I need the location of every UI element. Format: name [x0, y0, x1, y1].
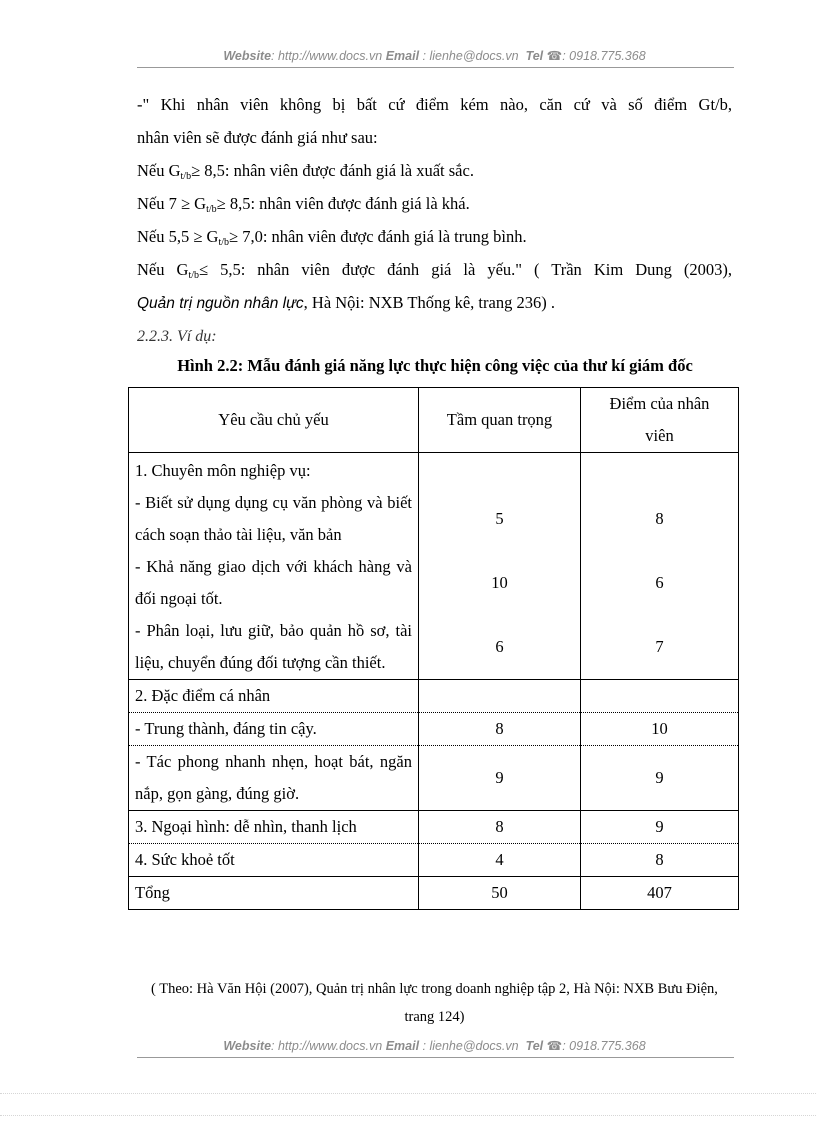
requirement-cell: - Tác phong nhanh nhẹn, hoạt bát, ngăn nắp, gọn gàng, đúng giờ.	[129, 746, 419, 811]
page-edge-divider	[0, 1115, 816, 1116]
col-header-importance: Tầm quan trọng	[419, 388, 581, 453]
page-edge-divider	[0, 1093, 816, 1094]
col-header-requirement: Yêu cầu chủ yếu	[129, 388, 419, 453]
footer-divider	[137, 1057, 734, 1058]
table-row	[129, 487, 739, 551]
total-score: 407	[581, 877, 739, 910]
requirement-cell: - Trung thành, đáng tin cậy.	[129, 713, 419, 746]
table-row	[129, 453, 739, 488]
condition-average: Nếu $5,5 \ge G_{t/b}\ge 7,0$: nhân viên được đánh giá là trung bình.	[137, 227, 527, 248]
score-cell: 8	[581, 844, 739, 877]
condition-good: Nếu $7 \ge G_{t/b}\ge 8,5$: nhân viên được đánh giá là khá.	[137, 194, 470, 215]
importance-cell: 6	[419, 615, 581, 680]
requirement-cell: - Khả năng giao dịch với khách hàng và đối ngoại tốt.	[129, 551, 419, 615]
score-cell: 9	[581, 811, 739, 844]
group-title: 2. Đặc điểm cá nhân	[129, 680, 419, 713]
source-note: ( Theo: Hà Văn Hội (2007), Quản trị nhân lực trong doanh nghiệp tập 2, Hà Nội: NXB Bưu Điện, trang 124)	[151, 981, 718, 1025]
condition-excellent: Nếu $G_{t/b}\ge 8,5$: nhân viên được đánh giá là xuất sắc.	[137, 161, 474, 182]
score-cell: 9	[581, 746, 739, 811]
website-value[interactable]: : http://www.docs.vn	[271, 1039, 383, 1053]
score-cell: 8	[581, 487, 739, 551]
importance-cell: 8	[419, 811, 581, 844]
phone-icon: ☎	[546, 1039, 563, 1053]
total-importance: 50	[419, 877, 581, 910]
page-header	[137, 48, 732, 63]
importance-cell: 8	[419, 713, 581, 746]
importance-cell: 4	[419, 844, 581, 877]
table-row	[129, 551, 739, 615]
tel-value: : 0918.775.368	[562, 49, 646, 63]
citation-book-title: Quản trị nguồn nhân lực	[137, 295, 304, 312]
table-row	[129, 811, 739, 844]
table-row	[129, 713, 739, 746]
body-line-2: nhân viên sẽ được đánh giá như sau:	[137, 128, 378, 147]
score-cell: 7	[581, 615, 739, 680]
table-header-row	[129, 388, 739, 453]
email-value[interactable]: : lienhe@docs.vn	[419, 49, 519, 63]
email-label: Email	[385, 49, 420, 63]
importance-cell: 5	[419, 487, 581, 551]
importance-cell: 10	[419, 551, 581, 615]
requirement-cell: 4. Sức khoẻ tốt	[129, 844, 419, 877]
requirement-cell: 3. Ngoại hình: dễ nhìn, thanh lịch	[129, 811, 419, 844]
email-value[interactable]: : lienhe@docs.vn	[419, 1039, 519, 1053]
score-cell: 10	[581, 713, 739, 746]
table-row	[129, 615, 739, 680]
condition-weak: Nếu $G_{t/b}\le 5,5$: nhân viên được đánh giá là yếu." ( Trần Kim Dung (2003),	[137, 260, 732, 281]
table-row	[129, 746, 739, 811]
table-total-row	[129, 877, 739, 910]
group-title: 1. Chuyên môn nghiệp vụ:	[129, 453, 419, 488]
table-row	[129, 680, 739, 713]
requirement-cell: - Biết sử dụng dụng cụ văn phòng và biết cách soạn thảo tài liệu, văn bản	[129, 487, 419, 551]
requirement-cell: - Phân loại, lưu giữ, bảo quản hồ sơ, tài liệu, chuyển đúng đối tượng cần thiết.	[129, 615, 419, 680]
citation: Quản trị nguồn nhân lực, Hà Nội: NXB Thống kê, trang 236) .	[137, 293, 555, 312]
website-value[interactable]: : http://www.docs.vn	[271, 49, 383, 63]
phone-icon: ☎	[546, 49, 563, 63]
col-header-score: Điểm của nhân viên	[581, 388, 739, 453]
tel-label: Tel	[525, 49, 544, 63]
body-line-1: -" Khi nhân viên không bị bất cứ điểm kém nào, căn cứ và số điểm Gt/b,	[137, 95, 732, 114]
page-footer	[137, 1038, 732, 1053]
importance-cell: 9	[419, 746, 581, 811]
score-cell: 6	[581, 551, 739, 615]
total-label: Tổng	[129, 877, 419, 910]
header-divider	[137, 67, 734, 68]
website-label: Website	[223, 49, 272, 63]
table-row	[129, 844, 739, 877]
website-label: Website	[223, 1039, 272, 1053]
evaluation-table	[128, 387, 739, 910]
section-heading: 2.2.3. Ví dụ:	[137, 328, 217, 345]
tel-value: : 0918.775.368	[562, 1039, 646, 1053]
tel-label: Tel	[525, 1039, 544, 1053]
email-label: Email	[385, 1039, 420, 1053]
figure-caption: Hình 2.2: Mẫu đánh giá năng lực thực hiện công việc của thư kí giám đốc	[177, 356, 693, 375]
